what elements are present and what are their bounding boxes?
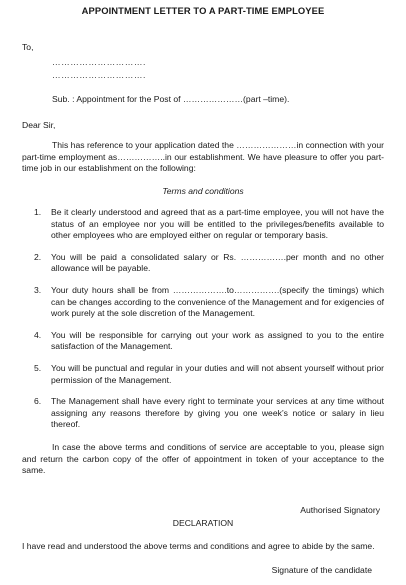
term-text: Your duty hours shall be from ……………….to…………….(specify the timings) which can be changes according to the convenience of the Management and for exigencies of work purely at the sole discretion of the Management. bbox=[51, 284, 384, 319]
candidate-signature: Signature of the candidate bbox=[271, 565, 372, 575]
recipient-address-line-2: …………………………. bbox=[52, 70, 146, 80]
salutation: Dear Sir, bbox=[22, 120, 56, 130]
terms-list bbox=[22, 207, 384, 441]
declaration-heading: DECLARATION bbox=[172, 518, 234, 528]
term-item bbox=[22, 285, 384, 320]
terms-heading: Terms and conditions bbox=[162, 186, 244, 196]
declaration-text: I have read and understood the above terms and conditions and agree to abide by the same. bbox=[22, 541, 375, 551]
term-number: 2. bbox=[34, 251, 42, 262]
term-number: 4. bbox=[34, 329, 42, 340]
term-item bbox=[22, 207, 384, 242]
authorised-signatory: Authorised Signatory bbox=[300, 505, 380, 515]
term-text: You will be paid a consolidated salary or Rs. …………….per month and no other allowance will be payable. bbox=[51, 251, 384, 274]
term-text: You will be responsible for carrying out your work as assigned to you to the entire satisfaction of the Management. bbox=[51, 329, 384, 352]
term-number: 1. bbox=[34, 207, 42, 217]
subject-line: Sub. : Appointment for the Post of …………………(part –time). bbox=[52, 94, 290, 104]
term-text: Be it clearly understood and agreed that as a part-time employee, you will not have the status of an employee nor you will be entitled to the privileges/benefits available to other employees who are employed either on regular or temporary basis. bbox=[51, 207, 384, 241]
recipient-label: To, bbox=[22, 42, 34, 52]
term-text: You will be punctual and regular in your duties and will not absent yourself without prior permission of the Management. bbox=[51, 362, 384, 385]
term-item bbox=[22, 252, 384, 275]
closing-paragraph: In case the above terms and conditions of service are acceptable to you, please sign and return the carbon copy of the offer of appointment in token of your acceptance to the same. bbox=[22, 442, 384, 476]
term-item bbox=[22, 363, 384, 386]
term-item bbox=[22, 330, 384, 353]
intro-paragraph: This has reference to your application dated the …………………in connection with your part-time employment as……………..in our establishment. We have pleasure to offer you part-time job in our establishment on the following: bbox=[22, 140, 384, 174]
term-number: 3. bbox=[34, 284, 42, 295]
term-number: 6. bbox=[34, 396, 42, 407]
term-number: 5. bbox=[34, 362, 42, 373]
recipient-address-line-1: …………………………. bbox=[52, 57, 146, 67]
term-text: The Management shall have every right to terminate your services at any time without assigning any reasons therefore by giving you one week’s notice or salary in lieu thereof. bbox=[51, 396, 384, 430]
term-item bbox=[22, 396, 384, 431]
letter-title: APPOINTMENT LETTER TO A PART-TIME EMPLOYEE bbox=[81, 5, 325, 16]
